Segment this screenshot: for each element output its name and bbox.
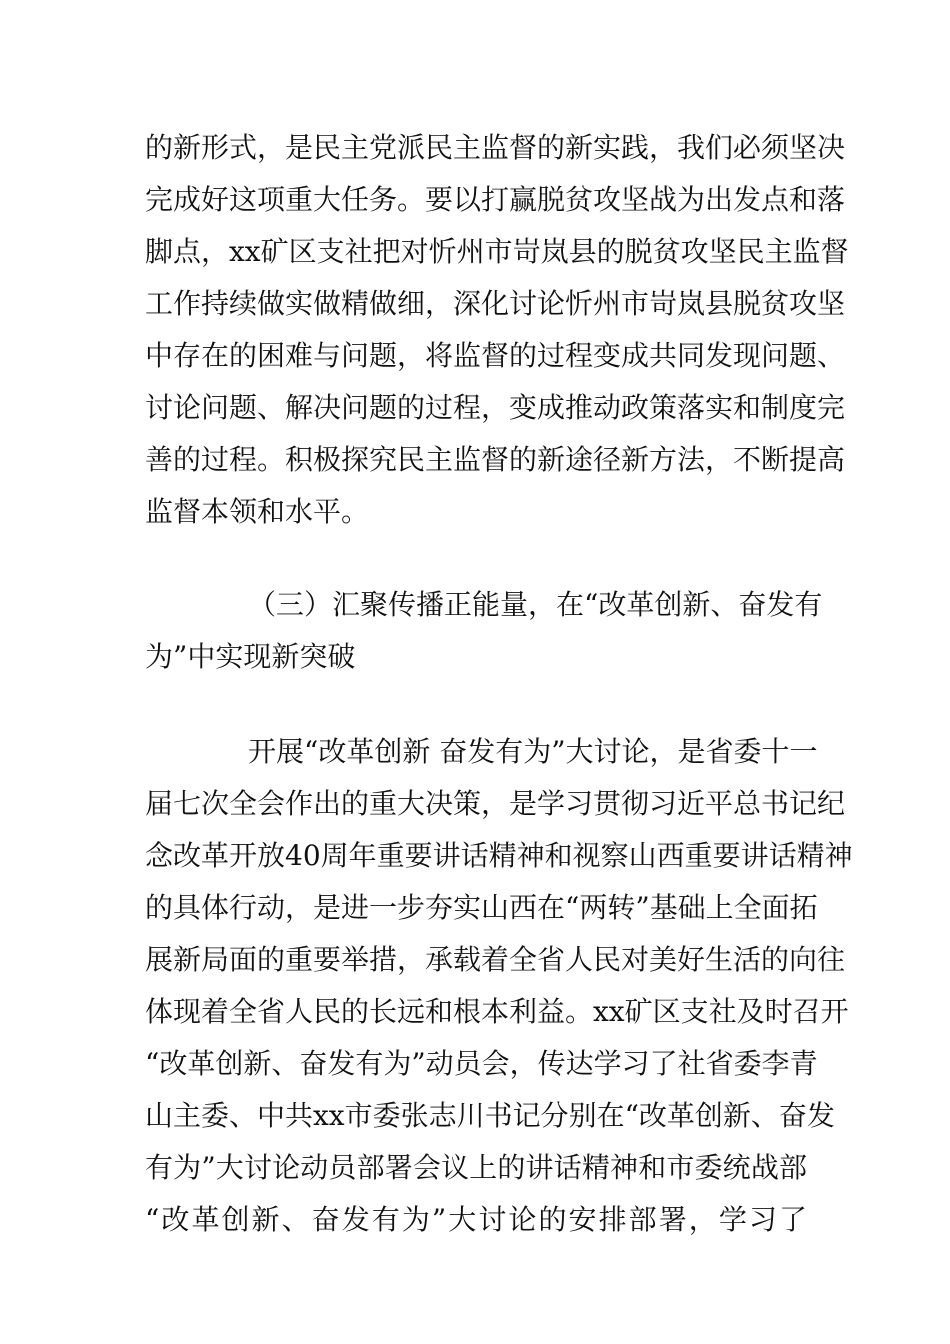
paragraph-line: 体现着全省人民的长远和根本利益。xx矿区支社及时召开 <box>145 995 849 1028</box>
paragraph-line: “改革创新、奋发有为”动员会，传达学习了社省委李青 <box>145 1047 818 1080</box>
paragraph-line: 展新局面的重要举措，承载着全省人民对美好生活的向往 <box>145 943 846 976</box>
paragraph-line: 善的过程。积极探究民主监督的新途径新方法，不断提高 <box>145 443 846 476</box>
paragraph-line: 念改革开放40周年重要讲话精神和视察山西重要讲话精神 <box>145 839 853 872</box>
section-heading-line: 为”中实现新突破 <box>145 640 356 673</box>
paragraph-line: 的新形式，是民主党派民主监督的新实践，我们必须坚决 <box>145 131 846 164</box>
paragraph-line: 工作持续做实做精做细，深化讨论忻州市岢岚县脱贫攻坚 <box>145 287 846 320</box>
paragraph-line: 届七次全会作出的重大决策，是学习贯彻习近平总书记纪 <box>145 787 846 820</box>
paragraph-line: 脚点，xx矿区支社把对忻州市岢岚县的脱贫攻坚民主监督 <box>145 235 849 268</box>
paragraph-line: 中存在的困难与问题，将监督的过程变成共同发现问题、 <box>145 339 846 372</box>
paragraph-line: 讨论问题、解决问题的过程，变成推动政策落实和制度完 <box>145 391 846 424</box>
paragraph-line: “改革创新、奋发有为”大讨论的安排部署，学习了 <box>145 1203 807 1236</box>
paragraph-line: 完成好这项重大任务。要以打赢脱贫攻坚战为出发点和落 <box>145 183 846 216</box>
paragraph-line: 山主委、中共xx市委张志川书记分别在“改革创新、奋发 <box>145 1099 835 1132</box>
section-heading-line: （三）汇聚传播正能量，在“改革创新、奋发有 <box>248 588 823 621</box>
paragraph-line: 的具体行动，是进一步夯实山西在“两转”基础上全面拓 <box>145 891 818 924</box>
paragraph-line: 开展“改革创新 奋发有为”大讨论，是省委十一 <box>248 735 818 768</box>
paragraph-line: 有为”大讨论动员部署会议上的讲话精神和市委统战部 <box>145 1151 807 1184</box>
paragraph-line: 监督本领和水平。 <box>145 495 370 528</box>
